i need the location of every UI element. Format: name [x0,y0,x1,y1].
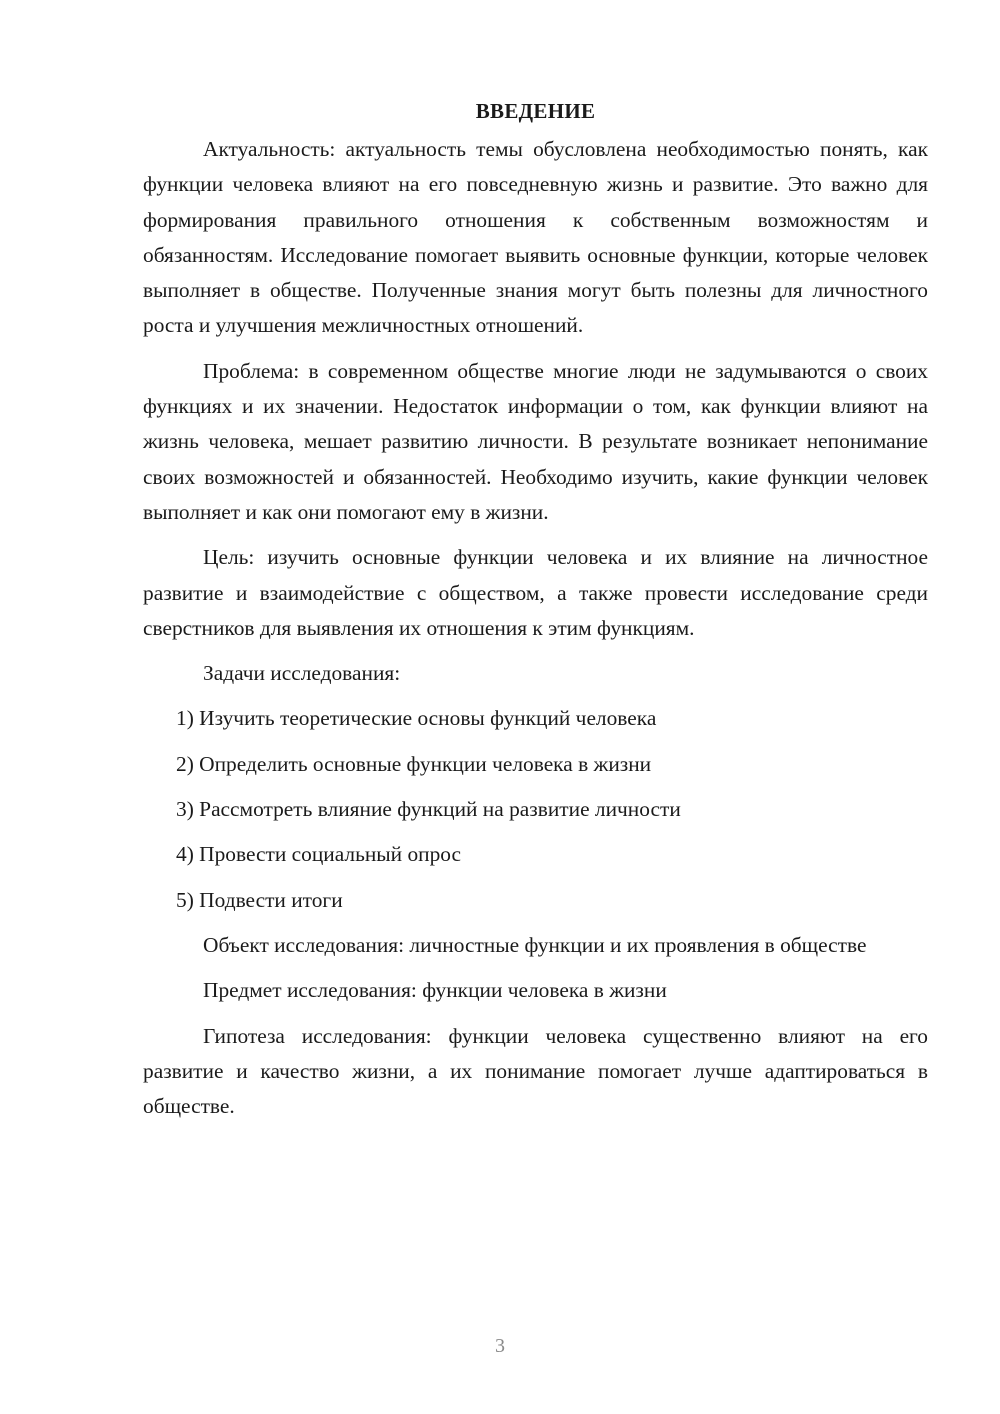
page-number: 3 [495,1335,505,1357]
task-item-5: 5) Подвести итоги [176,887,343,912]
subject-paragraph: Предмет исследования: функции человека в жизни [203,978,667,1003]
goal-paragraph: Цель: изучить основные функции человека и их влияние на личностное развитие и взаимодействие с обществом, а также провести исследование среди сверстников для выявления их отношения к этим функциям. [143,545,928,640]
relevance-paragraph: Актуальность: актуальность темы обусловлена необходимостью понять, как функции человека влияют на его повседневную жизнь и развитие. Это важно для формирования правильного отношения к собственным возможностям и обязанностям. Исследование помогает выявить основные функции, которые человек выполняет в обществе. Полученные знания могут быть полезны для личностного роста и улучшения межличностных отношений. [143,137,928,338]
tasks-title: Задачи исследования: [203,661,401,686]
object-paragraph: Объект исследования: личностные функции и их проявления в обществе [203,932,867,957]
task-item-1: 1) Изучить теоретические основы функций человека [176,706,657,731]
task-item-4: 4) Провести социальный опрос [176,842,462,867]
section-heading: ВВЕДЕНИЕ [475,99,596,123]
task-item-3: 3) Рассмотреть влияние функций на развитие личности [176,797,681,822]
tasks-list [143,701,928,917]
hypothesis-paragraph: Гипотеза исследования: функции человека существенно влияют на его развитие и качество жизни, а их понимание помогает лучше адаптироваться в обществе. [143,1023,928,1119]
problem-paragraph: Проблема: в современном обществе многие люди не задумываются о своих функциях и их значении. Недостаток информации о том, как функции влияют на жизнь человека, мешает развитию личности. В результате возникает непонимание своих возможностей и обязанностей. Необходимо изучить, какие функции человек выполняет и как они помогают ему в жизни. [143,358,928,524]
task-item-2: 2) Определить основные функции человека в жизни [176,751,652,776]
page-content [143,95,928,1134]
